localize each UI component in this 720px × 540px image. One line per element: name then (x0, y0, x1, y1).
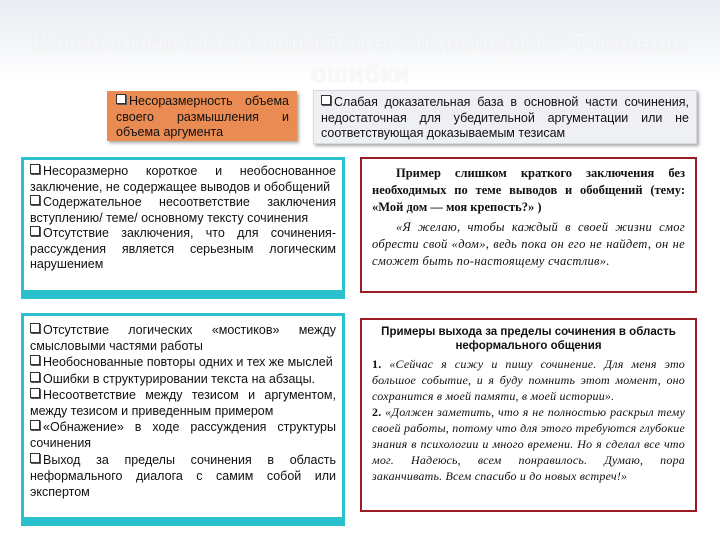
list-item: Несоразмерно короткое и необоснованное заключение, не содержащее выводов и обобщений (30, 164, 336, 194)
example2-title: Примеры выхода за пределы сочинения в область неформального общения (381, 326, 676, 352)
example1-text: «Я желаю, чтобы каждый в своей жизни смог обрести свой «дом», ведь пока он его не найдет, он не сможет быть по-настоящему счастлив». (372, 220, 685, 268)
list-item: «Обнажение» в ходе рассуждения структуры сочинения (30, 420, 336, 451)
example2-item-1: 1. «Сейчас я сижу и пишу сочинение. Для меня это большое событие, и я буду помнить этот момент, оно сохранится в моей памяти, в моей истории». (372, 357, 686, 403)
checkbox-bullet-icon (30, 355, 40, 365)
top-right-text: Слабая доказательная база в основной части сочинения, недостаточная для убедительной аргументации или не соответствующая доказываемым тезисам (321, 95, 689, 140)
list-item: Несоответствие между тезисом и аргументом, между тезисом и приведенным примером (30, 387, 336, 419)
middle-left-box (21, 157, 345, 299)
list-item: Отсутствие заключения, что для сочинения-рассуждения является серьезным логическим нарушением (30, 226, 336, 271)
list-item: Содержательное несоответствие заключения вступлению/ теме/ основному тексту сочинения (30, 195, 336, 225)
example1-box (360, 157, 697, 293)
checkbox-bullet-icon (116, 94, 126, 104)
example2-item-2: 2. «Должен заметить, что я не полностью раскрыл тему своей работы, потому что для этого требуются глубокие знания в психологии и много времени. Но я сделал все что мог. Надеюсь, всем понравилось. Думаю, пора заканчивать. Всем спасибо и до новых встреч!» (372, 405, 686, 483)
list-item: Необоснованные повторы одних и тех же мыслей (30, 354, 336, 370)
checkbox-bullet-icon (321, 95, 331, 105)
top-right-box (313, 90, 697, 144)
checkbox-bullet-icon (30, 226, 40, 236)
checkbox-bullet-icon (30, 388, 40, 398)
slide-title: Какие логические ошибки в заключении? Речевые ошибки (32, 28, 688, 88)
checkbox-bullet-icon (30, 164, 40, 174)
bottom-left-box (21, 313, 345, 526)
checkbox-bullet-icon (30, 420, 40, 430)
checkbox-bullet-icon (30, 195, 40, 205)
list-item: Ошибки в структурировании текста на абзацы. (30, 371, 336, 387)
checkbox-bullet-icon (30, 372, 40, 382)
example2-box (360, 318, 697, 512)
checkbox-bullet-icon (30, 323, 40, 333)
top-left-text: Несоразмерность объема своего размышления и объема аргумента (116, 94, 289, 139)
list-item: Отсутствие логических «мостиков» между смысловыми частями работы (30, 323, 336, 354)
top-left-box (107, 91, 297, 141)
example1-title: Пример слишком краткого заключения без необходимых по теме выводов и обобщений (тему: «Мой дом — моя крепость?» ) (372, 166, 685, 214)
checkbox-bullet-icon (30, 453, 40, 463)
list-item: Выход за пределы сочинения в область неформального диалога с самим собой или экспертом (30, 452, 336, 500)
